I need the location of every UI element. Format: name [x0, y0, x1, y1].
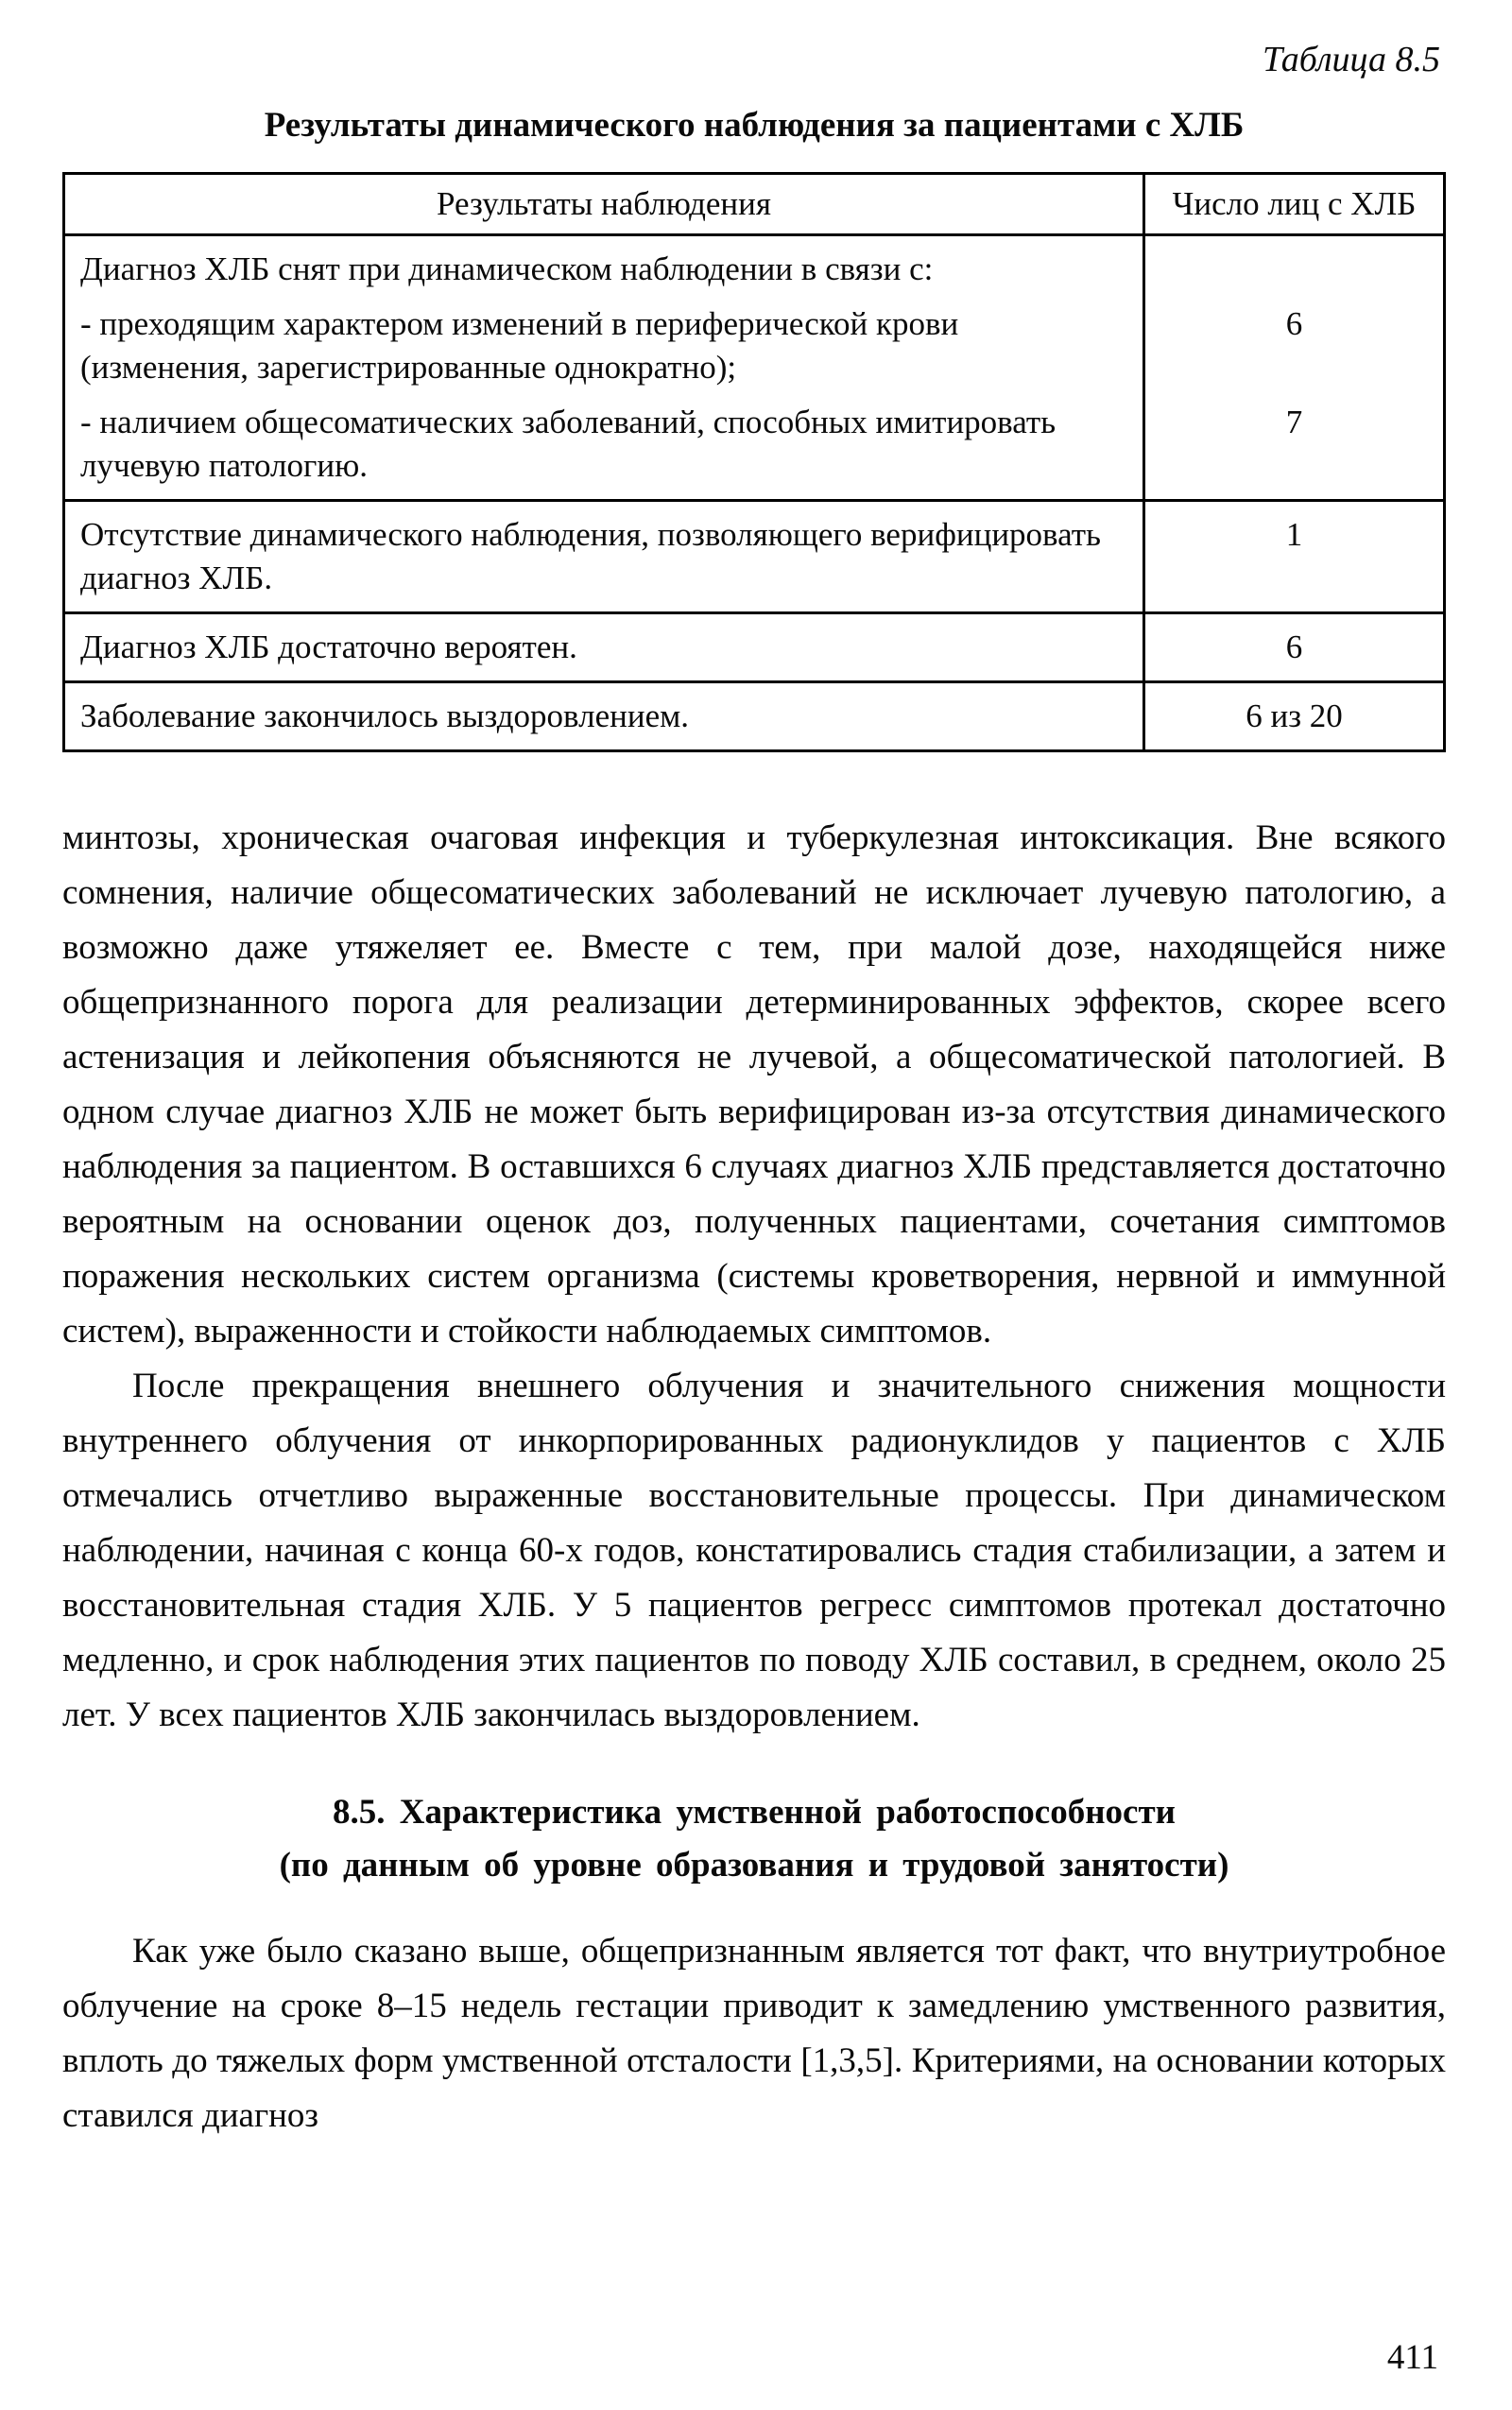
body-text-block: [62, 811, 1446, 2143]
body-paragraph-1: минтозы, хроническая очаговая инфекция и туберкулезная интоксикация. Вне всякого сомнения, наличие общесоматических заболеваний не исключает лучевую патологию, а возможно даже утяжеляет ее. Вместе с тем, при малой дозе, находящейся ниже общепризнанного порога для реализации детерминированных эффектов, скорее всего астенизация и лейкопения объясняются не лучевой, а общесоматической патологией. В одном случае диагноз ХЛБ не может быть верифицирован из-за отсутствия динамического наблюдения за пациентом. В оставшихся 6 случаях диагноз ХЛБ представляется достаточно вероятным на основании оценок доз, полученных пациентами, сочетания симптомов поражения нескольких систем организма (системы кроветворения, нервной и иммунной систем), выраженности и стойкости наблюдаемых симптомов.: [62, 818, 1446, 1351]
row-value: 6: [1285, 628, 1303, 665]
row-value: 6: [1285, 305, 1303, 342]
page-number: 411: [1386, 2338, 1438, 2377]
table-title: Результаты динамического наблюдения за пациентами с ХЛБ: [264, 106, 1245, 145]
row-value: 7: [1285, 404, 1303, 440]
table-section-no-observation: [65, 502, 1443, 614]
table-section-diagnosis-removed: [65, 236, 1443, 502]
table-row: [65, 502, 1443, 611]
table-section-recovery: [65, 683, 1443, 749]
header-col-count: Число лиц с ХЛБ: [1172, 185, 1417, 222]
table-row: [65, 297, 1443, 395]
results-table: [62, 172, 1446, 752]
body-paragraph-3: Как уже было сказано выше, общепризнанным является тот факт, что внутриутробное облучение на сроке 8–15 недель гестации приводит к замедлению умственного развития, вплоть до тяжелых форм умственной отсталости [1,3,5]. Критериями, на основании которых ставился диагноз: [62, 1932, 1446, 2135]
row-text: Отсутствие динамического наблюдения, позволяющего верифицировать диагноз ХЛБ.: [65, 502, 1145, 611]
section-heading: [62, 1786, 1446, 1892]
row-text: Диагноз ХЛБ снят при динамическом наблюдении в связи с:: [65, 236, 1145, 297]
section-heading-line1: 8.5. Характеристика умственной работоспособности: [333, 1793, 1176, 1832]
row-text: - наличием общесоматических заболеваний, способных имитировать лучевую патологию.: [65, 395, 1145, 499]
table-row: [65, 614, 1443, 680]
header-col-results: Результаты наблюдения: [65, 175, 1145, 233]
section-heading-line2: (по данным об уровне образования и трудовой занятости): [279, 1846, 1229, 1885]
row-value: [1145, 236, 1443, 297]
table-row: [65, 395, 1443, 499]
table-header-row: [65, 175, 1443, 236]
body-paragraph-2: После прекращения внешнего облучения и значительного снижения мощности внутреннего облучения от инкорпорированных радионуклидов у пациентов с ХЛБ отмечались отчетливо выраженные восстановительные процессы. При динамическом наблюдении, начиная с конца 60-х годов, констатировались стадия стабилизации, а затем и восстановительная стадия ХЛБ. У 5 пациентов регресс симптомов протекал достаточно медленно, и срок наблюдения этих пациентов по поводу ХЛБ составил, в среднем, около 25 лет. У всех пациентов ХЛБ закончилась выздоровлением.: [62, 1367, 1446, 1734]
table-caption: Таблица 8.5: [1263, 40, 1440, 79]
table-row: [65, 683, 1443, 749]
row-text: Заболевание закончилось выздоровлением.: [65, 683, 1145, 749]
row-value: 6 из 20: [1246, 697, 1343, 734]
table-section-diagnosis-probable: [65, 614, 1443, 683]
row-value: 1: [1285, 516, 1303, 553]
row-text: Диагноз ХЛБ достаточно вероятен.: [65, 614, 1145, 680]
table-row: [65, 236, 1443, 297]
row-text: - преходящим характером изменений в периферической крови (изменения, зарегистрированные однократно);: [65, 297, 1145, 395]
